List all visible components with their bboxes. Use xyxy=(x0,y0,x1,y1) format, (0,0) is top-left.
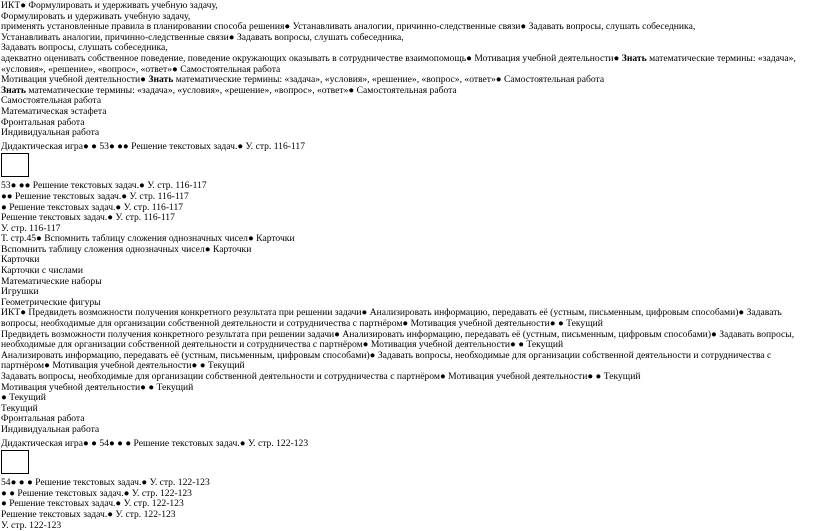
text-line: ИКТ● Формулировать и удерживать учебную задачу, xyxy=(1,0,218,11)
text-paragraph: Анализировать информацию, передавать её (устным, письменным, цифровым способами)● Задавать вопросы, необходимые для организации собственной деятельности и сотрудничества с партнёром● Мотивация учебной деятельности● ● Текущий xyxy=(1,349,772,372)
text-line: Решение текстовых задач.● У. стр. 116-117 xyxy=(1,212,175,224)
text-line: Математические наборы xyxy=(1,275,102,287)
text-line: Фронтальная работа xyxy=(1,413,85,425)
text-paragraph: ИКТ● Предвидеть возможности получения конкретного результата при решении задачи● Анализировать информацию, передавать её (устным, письменным, цифровым способами)● Задавать вопросы, необходимые для организации собственной деятельности и сотрудничества с партнёром● Мотивация учебной деятельности● ● Текущий xyxy=(1,307,782,330)
text-line: Индивидуальная работа xyxy=(1,127,100,139)
text-line: Самостоятельная работа xyxy=(1,95,102,107)
text-line: Индивидуальная работа xyxy=(1,423,100,435)
text-line: применять установленные правила в планировании способа решения● Устанавливать аналогии, причинно-следственные связи● Задавать вопросы, слушать собеседника, xyxy=(1,21,696,33)
text-line: ●● Решение текстовых задач.● У. стр. 116-117 xyxy=(1,190,189,202)
text-line: Т. стр.45● Вспомнить таблицу сложения однозначных чисел● Карточки xyxy=(1,233,295,245)
text-paragraph: Задавать вопросы, необходимые для организации собственной деятельности и сотрудничества с партнёром● Мотивация учебной деятельности● ● Текущий xyxy=(1,371,641,382)
text-line: Дидактическая игра● ● 54● ● ● Решение текстовых задач.● У. стр. 122-123 xyxy=(1,437,309,449)
text-line: 53● ●● Решение текстовых задач.● У. стр. 116-117 xyxy=(1,180,207,192)
text-line: У. стр. 122-123 xyxy=(1,519,62,531)
text-line: ● Текущий xyxy=(1,392,46,404)
text-line: Карточки xyxy=(1,254,40,266)
empty-cell-box xyxy=(1,153,29,177)
text-paragraph: Предвидеть возможности получения конкретного результата при решении задачи● Анализировать информацию, передавать её (устным, письменным, цифровым способами)● Задавать вопросы, необходимые для организации собственной деятельности и сотрудничества с партнёром● Мотивация учебной деятельности● ● Текущий xyxy=(1,328,795,351)
text-line: Мотивация учебной деятельности● ● Текущий xyxy=(1,381,194,393)
text-line: У. стр. 116-117 xyxy=(1,222,61,234)
text-line: Текущий xyxy=(1,402,38,414)
text-line: Игрушки xyxy=(1,286,39,298)
text-paragraph: адекватно оценивать собственное поведение, поведение окружающих оказывать в сотрудничестве взаимопомощь● Мотивация учебной деятельности● Знать математические термины: «задача», «условия», «решение», «вопрос», «ответ»● Самостоятельная работа xyxy=(1,52,796,75)
text-line: Знать математические термины: «задача», «условия», «решение», «вопрос», «ответ»● Самостоятельная работа xyxy=(1,84,457,96)
text-line: Устанавливать аналогии, причинно-следственные связи● Задавать вопросы, слушать собеседника, xyxy=(1,31,404,43)
text-line: ● Решение текстовых задач.● У. стр. 122-123 xyxy=(1,498,184,510)
text-line: Геометрические фигуры xyxy=(1,296,101,308)
text-line: Карточки с числами xyxy=(1,265,83,277)
text-line: Задавать вопросы, слушать собеседника, xyxy=(1,42,168,54)
text-line: Дидактическая игра● ● 53● ●● Решение текстовых задач.● У. стр. 116-117 xyxy=(1,140,305,152)
text-line: Мотивация учебной деятельности● Знать математические термины: «задача», «условия», «решение», «вопрос», «ответ»● Самостоятельная работа xyxy=(1,74,605,86)
text-line: 54● ● ● Решение текстовых задач.● У. стр. 122-123 xyxy=(1,477,210,489)
text-line: ● ● Решение текстовых задач.● У. стр. 122-123 xyxy=(1,487,192,499)
text-line: Фронтальная работа xyxy=(1,116,85,128)
text-line: Решение текстовых задач.● У. стр. 122-123 xyxy=(1,508,176,520)
text-line: ● Решение текстовых задач.● У. стр. 116-117 xyxy=(1,201,184,213)
text-line: Вспомнить таблицу сложения однозначных чисел● Карточки xyxy=(1,243,252,255)
text-line: Математическая эстафета xyxy=(1,105,107,117)
empty-cell-box xyxy=(1,450,29,474)
text-line: Формулировать и удерживать учебную задачу, xyxy=(1,10,191,22)
